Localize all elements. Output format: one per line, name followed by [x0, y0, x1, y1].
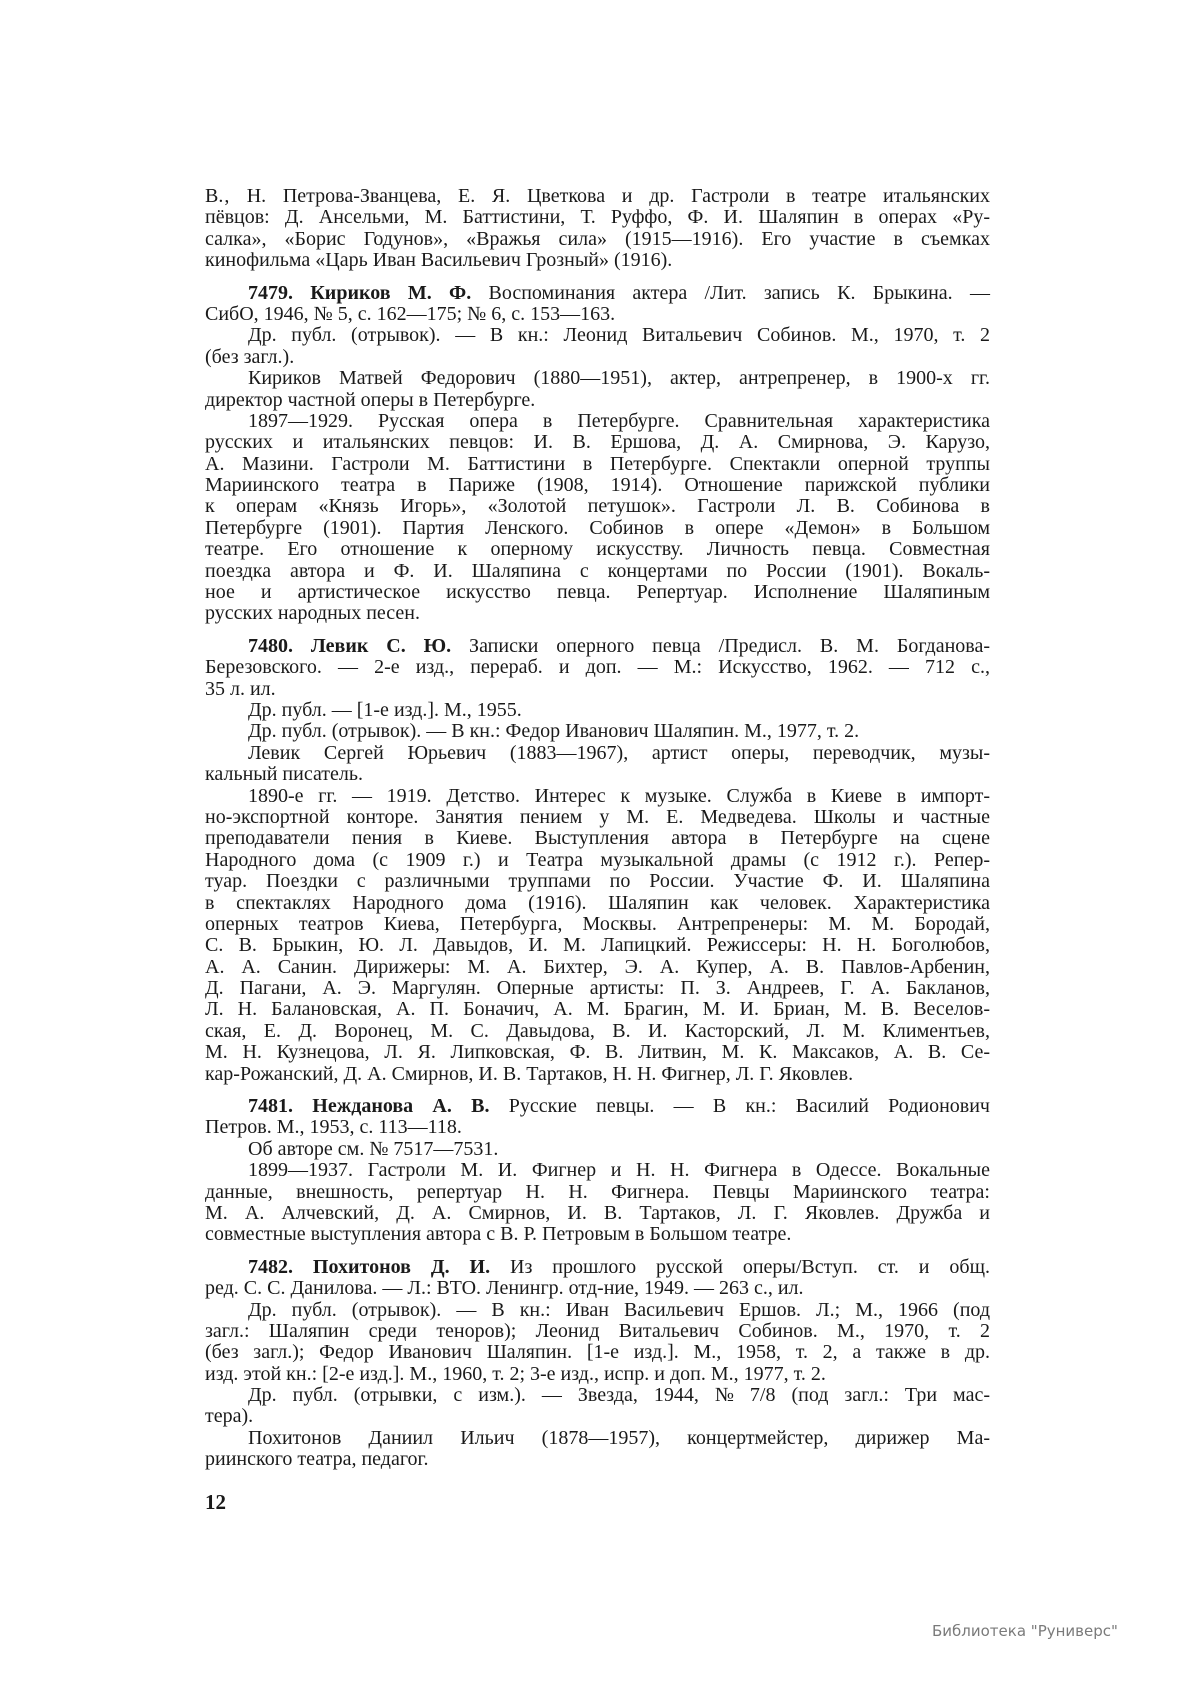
bibliography-entry: [205, 1257, 990, 1471]
line-text: Березовского. — 2-е изд., перераб. и доп. — М.: Искусство, 1962. — 712 с.,: [205, 656, 990, 679]
line-text: риинского театра, педагог.: [205, 1448, 429, 1471]
page-number: 12: [205, 1490, 226, 1514]
line-text: изд. этой кн.: [2-е изд.]. М., 1960, т. 2; 3-е изд., испр. и доп. М., 1977, т. 2.: [205, 1362, 826, 1385]
text-line: [205, 935, 990, 956]
text-line: [205, 786, 990, 807]
entry-paragraph: [205, 743, 990, 786]
entry-paragraph: [205, 1096, 990, 1139]
line-text: А. А. Санин. Дирижеры: М. А. Бихтер, Э. А. Купер, А. В. Павлов-Арбенин,: [205, 955, 990, 978]
bibliography-text-column: [205, 186, 990, 1471]
text-line: [205, 1278, 990, 1299]
line-text: кинофильма «Царь Иван Васильевич Грозный» (1916).: [205, 249, 673, 272]
text-line: [205, 561, 990, 582]
text-line: [205, 636, 990, 657]
text-line: [205, 1257, 990, 1278]
text-line: [205, 1321, 990, 1342]
text-line: [205, 1064, 990, 1085]
entry-paragraph: [205, 325, 990, 368]
line-text: 1899—1937. Гастроли М. И. Фигнер и Н. Н. Фигнера в Одессе. Вокальные: [248, 1159, 990, 1182]
line-text: М. А. Алчевский, Д. А. Смирнов, И. В. Тартаков, Л. Г. Яковлев. Дружба и: [205, 1201, 990, 1224]
text-line: [205, 304, 990, 325]
line-text: в спектаклях Народного дома (1916). Шаляпин как человек. Характеристика: [205, 891, 990, 914]
text-line: [205, 603, 990, 624]
entry-paragraph: [205, 283, 990, 326]
line-text: Похитонов Даниил Ильич (1878—1957), концертмейстер, дирижер Ма-: [248, 1426, 990, 1449]
text-line: [205, 368, 990, 389]
line-text: А. Мазини. Гастроли М. Баттистини в Петербурге. Спектакли оперной труппы: [205, 452, 990, 475]
entry-heading: 7482. Похитонов Д. И.: [248, 1255, 491, 1278]
text-line: [205, 850, 990, 871]
text-line: [205, 1224, 990, 1245]
line-text: 1897—1929. Русская опера в Петербурге. Сравнительная характеристика: [248, 409, 990, 432]
text-line: [205, 347, 990, 368]
text-line: [205, 496, 990, 517]
entry-paragraph: [205, 368, 990, 411]
text-line: [205, 657, 990, 678]
entry-paragraph: [205, 186, 990, 272]
text-line: [205, 999, 990, 1020]
entry-paragraph: [205, 700, 990, 721]
line-text: Мариинского театра в Париже (1908, 1914). Отношение парижской публики: [205, 474, 990, 497]
entry-paragraph: [205, 1385, 990, 1428]
line-text: Левик Сергей Юрьевич (1883—1967), артист оперы, переводчик, музы-: [248, 741, 990, 764]
line-text: русских и итальянских певцов: И. В. Ершова, Д. А. Смирнова, Э. Карузо,: [205, 431, 990, 454]
line-text: Др. публ. (отрывок). — В кн.: Леонид Витальевич Собинов. М., 1970, т. 2: [248, 324, 990, 347]
line-text: ская, Е. Д. Воронец, М. С. Давыдова, В. И. Касторский, Л. М. Климентьев,: [205, 1019, 990, 1042]
line-text: пёвцов: Д. Ансельми, М. Баттистини, Т. Руффо, Ф. И. Шаляпин в операх «Ру-: [205, 206, 990, 229]
line-text: 35 л. ил.: [205, 677, 276, 700]
bibliography-entry: [205, 636, 990, 1085]
line-text: 1890-е гг. — 1919. Детство. Интерес к музыке. Служба в Киеве в импорт-: [248, 784, 990, 807]
line-text: ное и артистическое искусство певца. Репертуар. Исполнение Шаляпиным: [205, 581, 990, 604]
line-text: театре. Его отношение к оперному искусству. Личность певца. Совместная: [205, 538, 990, 561]
line-text: Д. Пагани, А. Э. Маргулян. Оперные артисты: П. З. Андреев, Г. А. Бакланов,: [205, 977, 990, 1000]
line-text: совместные выступления автора с В. Р. Петровым в Большом театре.: [205, 1223, 792, 1246]
text-line: [205, 914, 990, 935]
text-line: [205, 721, 990, 742]
text-line: [205, 186, 990, 207]
text-line: [205, 250, 990, 271]
text-line: [205, 325, 990, 346]
text-line: [205, 411, 990, 432]
line-text: (без загл.); Федор Иванович Шаляпин. [1-е изд.]. М., 1958, т. 2, а также в др.: [205, 1341, 990, 1364]
line-text: (без загл.).: [205, 345, 295, 368]
line-text: В.‚ Н. Петрова-Званцева, Е. Я. Цветкова и др. Гастроли в театре итальянских: [205, 185, 990, 207]
line-text: преподаватели пения в Киеве. Выступления автора в Петербурге на сцене: [205, 827, 990, 850]
line-text: русских народных песен.: [205, 602, 421, 625]
text-line: [205, 828, 990, 849]
line-text: туар. Поездки с различными труппами по России. Участие Ф. И. Шаляпина: [205, 870, 990, 893]
text-line: [205, 700, 990, 721]
entry-paragraph: [205, 411, 990, 625]
text-line: [205, 1428, 990, 1449]
entry-paragraph: [205, 786, 990, 1085]
line-text: Записки оперного певца /Предисл. В. М. Богданова-: [451, 634, 990, 657]
line-text: Л. Н. Балановская, А. П. Боначич, А. М. Брагин, М. И. Бриан, М. В. Веселов-: [205, 998, 990, 1021]
line-text: Др. публ. (отрывок). — В кн.: Иван Васильевич Ершов. Л.; М., 1966 (под: [248, 1298, 990, 1321]
line-text: М. Н. Кузнецова, Л. Я. Липковская, Ф. В. Литвин, М. К. Максаков, А. В. Се-: [205, 1041, 990, 1064]
line-text: кальный писатель.: [205, 763, 364, 786]
entry-heading: 7480. Левик С. Ю.: [248, 634, 452, 657]
line-text: оперных театров Киева, Петербурга, Москвы. Антрепренеры: М. М. Бородай,: [205, 912, 990, 935]
text-line: [205, 1042, 990, 1063]
line-text: Из прошлого русской оперы/Вступ. ст. и общ.: [490, 1255, 991, 1278]
entry-paragraph: [205, 1428, 990, 1471]
text-line: [205, 1385, 990, 1406]
text-line: [205, 229, 990, 250]
line-text: Кириков Матвей Федорович (1880—1951), актер, антрепренер, в 1900-х гг.: [248, 367, 990, 390]
line-text: поездка автора и Ф. И. Шаляпина с концертами по России (1901). Вокаль-: [205, 559, 990, 582]
line-text: Др. публ. (отрывок). — В кн.: Федор Иванович Шаляпин. М., 1977, т. 2.: [248, 720, 860, 743]
text-line: [205, 475, 990, 496]
text-line: [205, 1203, 990, 1224]
text-line: [205, 1096, 990, 1117]
text-line: [205, 893, 990, 914]
text-line: [205, 1182, 990, 1203]
line-text: директор частной оперы в Петербурге.: [205, 388, 536, 411]
text-line: [205, 1117, 990, 1138]
line-text: Об авторе см. № 7517—7531.: [248, 1137, 499, 1160]
line-text: ред. С. С. Данилова. — Л.: ВТО. Ленингр. отд-ние, 1949. — 263 с., ил.: [205, 1277, 804, 1300]
line-text: данные, внешность, репертуар Н. Н. Фигнера. Певцы Мариинского театра:: [205, 1180, 990, 1203]
line-text: но-экспортной конторе. Занятия пением у М. Е. Медведева. Школы и частные: [205, 805, 990, 828]
library-watermark: Библиотека "Руниверс": [932, 1622, 1118, 1640]
text-line: [205, 871, 990, 892]
line-text: кар-Рожанский, Д. А. Смирнов, И. В. Тартаков, Н. Н. Фигнер, Л. Г. Яковлев.: [205, 1062, 854, 1085]
text-line: [205, 978, 990, 999]
text-line: [205, 1139, 990, 1160]
text-line: [205, 1300, 990, 1321]
text-line: [205, 1160, 990, 1181]
text-line: [205, 807, 990, 828]
entry-paragraph: [205, 636, 990, 700]
line-text: Др. публ. — [1-е изд.]. М., 1955.: [248, 698, 522, 721]
entry-heading: 7481. Нежданова А. В.: [248, 1095, 490, 1118]
text-line: [205, 518, 990, 539]
text-line: [205, 1342, 990, 1363]
entry-paragraph: [205, 1257, 990, 1300]
text-line: [205, 283, 990, 304]
line-text: Петербурге (1901). Партия Ленского. Собинов в опере «Демон» в Большом: [205, 516, 990, 539]
text-line: [205, 1364, 990, 1385]
line-text: Петров. М., 1953, с. 113—118.: [205, 1116, 462, 1139]
entry-paragraph: [205, 1300, 990, 1386]
text-line: [205, 207, 990, 228]
line-text: Русские певцы. — В кн.: Василий Родионович: [489, 1095, 990, 1118]
text-line: [205, 1021, 990, 1042]
entry-continuation: [205, 186, 990, 272]
text-line: [205, 764, 990, 785]
line-text: тера).: [205, 1405, 254, 1428]
line-text: СибО, 1946, № 5, с. 162—175; № 6, с. 153—163.: [205, 302, 616, 325]
entry-paragraph: [205, 1139, 990, 1160]
entry-paragraph: [205, 1160, 990, 1246]
bibliography-entry: [205, 283, 990, 625]
line-text: Народного дома (с 1909 г.) и Театра музыкальной драмы (с 1912 г.). Репер-: [205, 848, 990, 871]
line-text: салка», «Борис Годунов», «Вражья сила» (1915—1916). Его участие в съемках: [205, 227, 990, 250]
line-text: Воспоминания актера /Лит. запись К. Брыкина. —: [471, 281, 990, 304]
text-line: [205, 957, 990, 978]
text-line: [205, 679, 990, 700]
line-text: Др. публ. (отрывки, с изм.). — Звезда, 1944, № 7/8 (под загл.: Три мас-: [248, 1384, 990, 1407]
text-line: [205, 743, 990, 764]
bibliography-entry: [205, 1096, 990, 1246]
text-line: [205, 1449, 990, 1470]
entry-paragraph: [205, 721, 990, 742]
text-line: [205, 1406, 990, 1427]
line-text: С. В. Брыкин, Ю. Л. Давыдов, И. М. Лапицкий. Режиссеры: Н. Н. Боголюбов,: [205, 934, 990, 957]
text-line: [205, 539, 990, 560]
line-text: к операм «Князь Игорь», «Золотой петушок». Гастроли Л. В. Собинова в: [205, 495, 990, 518]
text-line: [205, 390, 990, 411]
line-text: загл.: Шаляпин среди теноров); Леонид Витальевич Собинов. М., 1970, т. 2: [205, 1319, 990, 1342]
text-line: [205, 454, 990, 475]
text-line: [205, 582, 990, 603]
text-line: [205, 432, 990, 453]
entry-heading: 7479. Кириков М. Ф.: [248, 281, 472, 304]
